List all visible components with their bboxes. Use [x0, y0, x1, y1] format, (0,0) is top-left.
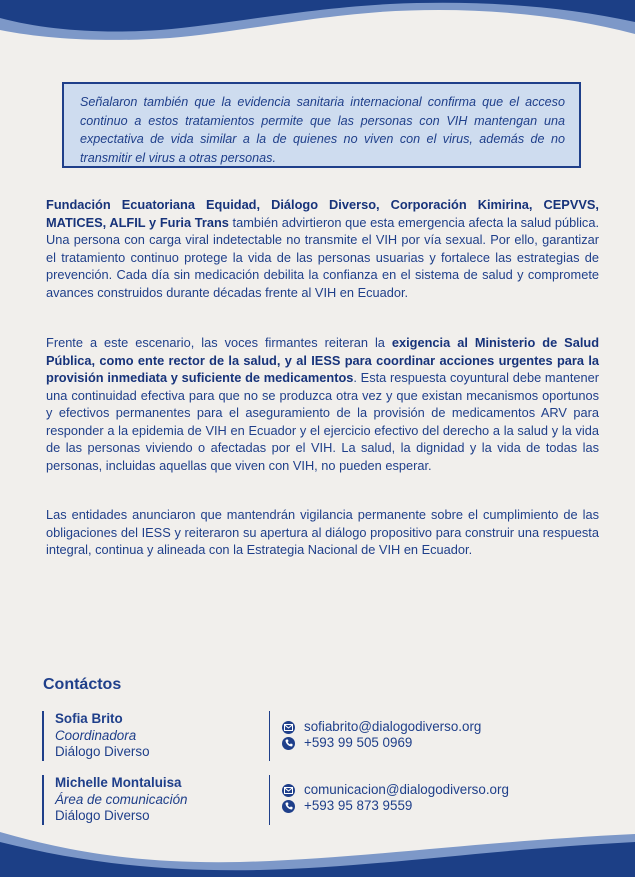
contact-identity: [42, 711, 150, 761]
contact-role: Coordinadora: [55, 727, 137, 743]
paragraph1-text: también advirtieron que esta emergencia afecta la salud pública. Una persona con carga viral indetectable no transmite el VIH por vía sexual. Por ello, garantizar el tratamiento continuo protege la vida de las personas usuarias y fortalece las estrategias de prevención. Cada día sin medicación debilita la confianza en el sistema de salud y compromete avances construidos durante décadas frente al VIH en Ecuador.: [46, 214, 600, 300]
paragraph2-text-after: . Esta respuesta coyuntural debe mantener una continuidad efectiva para que no se produzca otra vez y que existan mecanismos oportunos y efectivos permanentes para el aseguramiento de la provisión de medicamentos ARV para responder a la epidemia de VIH en Ecuador y el ejercicio efectivo del derecho a la salud y la vida de las personas viviendo o afectadas por el VIH. La salud, la dignidad y la vida de todas las personas, incluidas aquellas que viven con VIH, no pueden esperar.: [46, 370, 599, 473]
contact-org: Diálogo Diverso: [55, 808, 150, 823]
contact-details: [269, 711, 481, 761]
phone-icon: [282, 800, 295, 813]
paragraph2-text-before: Frente a este escenario, las voces firmantes reiteran la: [46, 335, 392, 350]
contact-phone[interactable]: +593 99 505 0969: [304, 735, 413, 750]
demand-bold: exigencia al Ministerio de Salud Pública, como ente rector de la salud, y al IESS para coordinar acciones urgentes para la provisión inmediata y suficiente de medicamentos: [46, 335, 600, 385]
contact-email[interactable]: comunicacion@dialogodiverso.org: [304, 782, 509, 797]
email-line[interactable]: [282, 782, 509, 798]
contact-name: Michelle Montaluisa: [55, 775, 182, 790]
contact-name: Sofia Brito: [55, 711, 123, 726]
paragraph3-text: Las entidades anunciaron que mantendrán vigilancia permanente sobre el cumplimiento de las obligaciones del IESS y reiteraron su apertura al diálogo propositivo para construir una respuesta integral, continua y alineada con la Estrategia Nacional de VIH en Ecuador.: [46, 507, 599, 557]
organizations-bold: Fundación Ecuatoriana Equidad, Diálogo Diverso, Corporación Kimirina, CEPVVS, MATICES, ALFIL y Furia Trans: [46, 197, 599, 230]
paragraph-vigilance: [46, 506, 599, 559]
contact-org: Diálogo Diverso: [55, 744, 150, 759]
email-line[interactable]: [282, 719, 481, 735]
phone-icon: [282, 737, 295, 750]
bottom-wave-decoration: [0, 812, 635, 877]
envelope-icon: [282, 784, 295, 797]
paragraph-organizations: [46, 196, 599, 301]
contact-phone[interactable]: +593 95 873 9559: [304, 798, 413, 813]
contact-card: [42, 711, 602, 761]
contact-role: Área de comunicación: [55, 791, 188, 807]
top-wave-decoration: [0, 0, 635, 60]
quote-box: [62, 82, 581, 168]
envelope-icon: [282, 721, 295, 734]
contacts-title: Contáctos: [43, 676, 122, 693]
phone-line[interactable]: [282, 735, 481, 751]
quote-text: Señalaron también que la evidencia sanitaria internacional confirma que el acceso continuo a estos tratamientos permite que las personas con VIH mantengan una expectativa de vida similar a la de quienes no viven con el virus, además de no transmitir el virus a otras personas.: [80, 95, 565, 165]
contact-email[interactable]: sofiabrito@dialogodiverso.org: [304, 719, 482, 734]
paragraph-demand: [46, 334, 599, 474]
